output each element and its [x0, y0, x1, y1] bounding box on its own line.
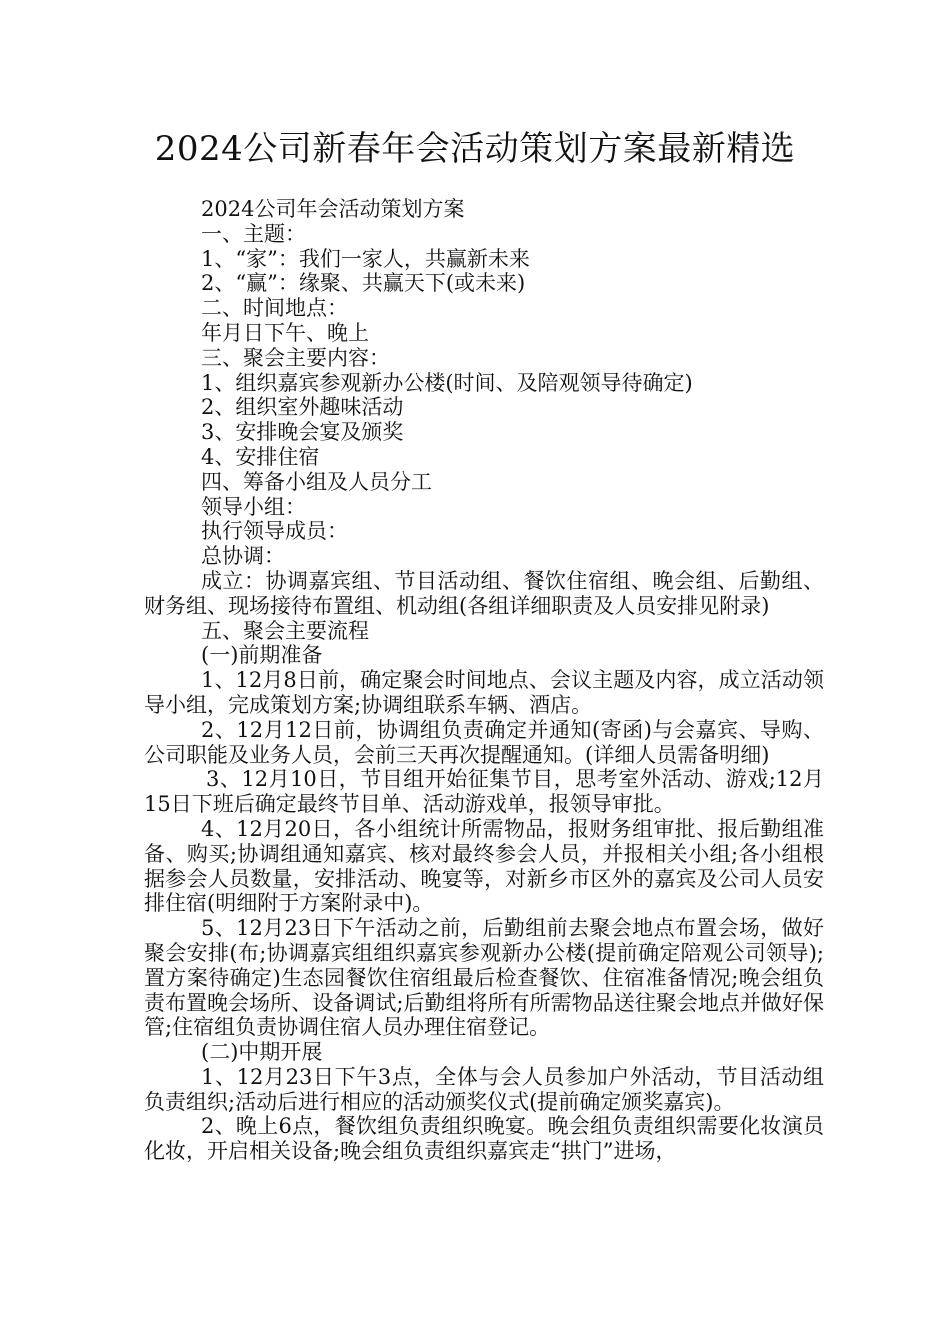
document-title: 2024公司新春年会活动策划方案最新精选 [154, 129, 796, 169]
paragraph: 二、时间地点： [201, 296, 348, 321]
paragraph: 3、12月10日，节目组开始征集节目，思考室外活动、游戏;12月15日下班后确定最终节目单、活动游戏单，报领导审批。 [144, 767, 824, 817]
paragraph: 2024公司年会活动策划方案 [201, 197, 465, 221]
paragraph: 1、组织嘉宾参观新办公楼(时间、及陪观领导待确定) [201, 370, 693, 395]
paragraph: 执行领导成员： [201, 519, 348, 544]
paragraph: 年月日下午、晚上 [201, 320, 369, 345]
paragraph: 2、组织室外趣味活动 [201, 395, 404, 420]
paragraph: 2、12月12日前，协调组负责确定并通知(寄函)与会嘉宾、导购、公司职能及业务人员，会前三天再次提醒通知。(详细人员需备明细) [144, 717, 824, 767]
paragraph: 一、主题： [201, 221, 306, 246]
paragraph: 五、聚会主要流程 [201, 618, 369, 643]
paragraph: (一)前期准备 [201, 643, 323, 668]
paragraph: 四、筹备小组及人员分工 [201, 469, 432, 494]
paragraph: 2、“赢”：缘聚、共赢天下(或未来) [201, 271, 526, 296]
paragraph: 领导小组： [201, 494, 306, 519]
paragraph: 3、安排晚会宴及颁奖 [201, 420, 404, 445]
paragraph: 4、12月20日，各小组统计所需物品，报财务组审批、报后勤组准备、购买;协调组通知嘉宾、核对最终参会人员，并报相关小组;各小组根据参会人员数量，安排活动、晚宴等，对新乡市区外的嘉宾及公司人员安排住宿(明细附于方案附录中)。 [144, 816, 824, 916]
paragraph: 1、12月8日前，确定聚会时间地点、会议主题及内容，成立活动领导小组，完成策划方案;协调组联系车辆、酒店。 [144, 668, 824, 717]
paragraph: 1、“家”：我们一家人，共赢新未来 [201, 246, 530, 271]
paragraph: 三、聚会主要内容： [201, 345, 390, 370]
paragraph: (二)中期开展 [201, 1040, 323, 1065]
paragraph: 2、晚上6点，餐饮组负责组织晚宴。晚会组负责组织需要化妆演员化妆，开启相关设备;晚会组负责组织嘉宾走“拱门”进场， [144, 1114, 824, 1164]
paragraph: 4、安排住宿 [201, 444, 320, 469]
paragraph: 成立：协调嘉宾组、节目活动组、餐饮住宿组、晚会组、后勤组、财务组、现场接待布置组、机动组(各组详细职责及人员安排见附录) [144, 568, 824, 618]
paragraph: 总协调： [201, 544, 285, 569]
document-body [144, 197, 824, 1164]
paragraph: 5、12月23日下午活动之前，后勤组前去聚会地点布置会场，做好聚会安排(布;协调嘉宾组组织嘉宾参观新办公楼(提前确定陪观公司领导);置方案待确定)生态园餐饮住宿组最后检查餐饮、住宿准备情况;晚会组负责布置晚会场所、设备调试;后勤组将所有所需物品送往聚会地点并做好保管;住宿组负责协调住宿人员办理住宿登记。 [144, 916, 824, 1040]
paragraph: 1、12月23日下午3点，全体与会人员参加户外活动，节目活动组负责组织;活动后进行相应的活动颁奖仪式(提前确定颁奖嘉宾)。 [144, 1064, 824, 1114]
